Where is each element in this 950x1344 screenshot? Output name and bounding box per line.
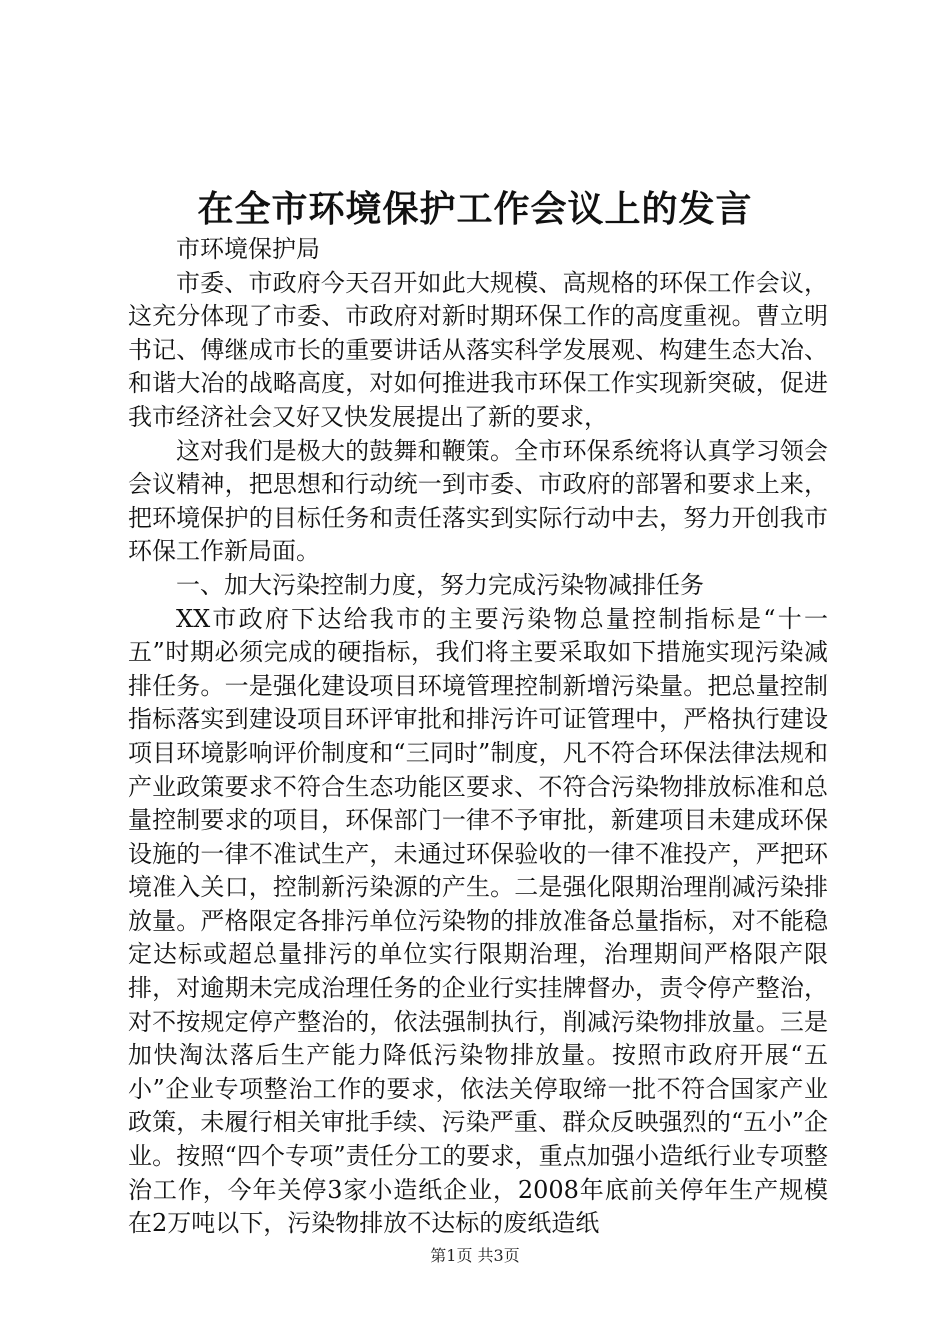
page-number: 第1页 共3页 xyxy=(430,1246,520,1265)
document-body xyxy=(128,233,828,1241)
body-paragraph: XX市政府下达给我市的主要污染物总量控制指标是“十一五”时期必须完成的硬指标，我们将主要采取如下措施实现污染减排任务。一是强化建设项目环境管理控制新增污染量。把总量控制指标落实到建设项目环评审批和排污许可证管理中，严格执行建设项目环境影响评价制度和“三同时”制度，凡不符合环保法律法规和产业政策要求不符合生态功能区要求、不符合污染物排放标准和总量控制要求的项目，环保部门一律不予审批，新建项目未建成环保设施的一律不准试生产，未通过环保验收的一律不准投产，严把环境准入关口，控制新污染源的产生。二是强化限期治理削减污染排放量。严格限定各排污单位污染物的排放准备总量指标，对不能稳定达标或超总量排污的单位实行限期治理，治理期间严格限产限排，对逾期未完成治理任务的企业行实挂牌督办，责令停产整治，对不按规定停产整治的，依法强制执行，削减污染物排放量。三是加快淘汰落后生产能力降低污染物排放量。按照市政府开展“五小”企业专项整治工作的要求，依法关停取缔一批不符合国家产业政策，未履行相关审批手续、污染严重、群众反映强烈的“五小”企业。按照“四个专项”责任分工的要求，重点加强小造纸行业专项整治工作，今年关停3家小造纸企业，2008年底前关停年生产规模在2万吨以下，污染物排放不达标的废纸造纸 xyxy=(128,604,828,1238)
body-paragraph: 这对我们是极大的鼓舞和鞭策。全市环保系统将认真学习领会会议精神，把思想和行动统一到市委、市政府的部署和要求上来，把环境保护的目标任务和责任落实到实际行动中去，努力开创我市环保工作新局面。 xyxy=(128,436,828,566)
section-heading: 一、加大污染控制力度，努力完成污染物减排任务 xyxy=(176,570,704,599)
author-line: 市环境保护局 xyxy=(176,235,320,263)
document-title: 在全市环境保护工作会议上的发言 xyxy=(197,188,753,230)
body-paragraph: 市委、市政府今天召开如此大规模、高规格的环保工作会议，这充分体现了市委、市政府对新时期环保工作的高度重视。曹立明书记、傅继成市长的重要讲话从落实科学发展观、构建生态大冶、和谐大冶的战略高度，对如何推进我市环保工作实现新突破，促进我市经济社会又好又快发展提出了新的要求， xyxy=(128,268,828,431)
